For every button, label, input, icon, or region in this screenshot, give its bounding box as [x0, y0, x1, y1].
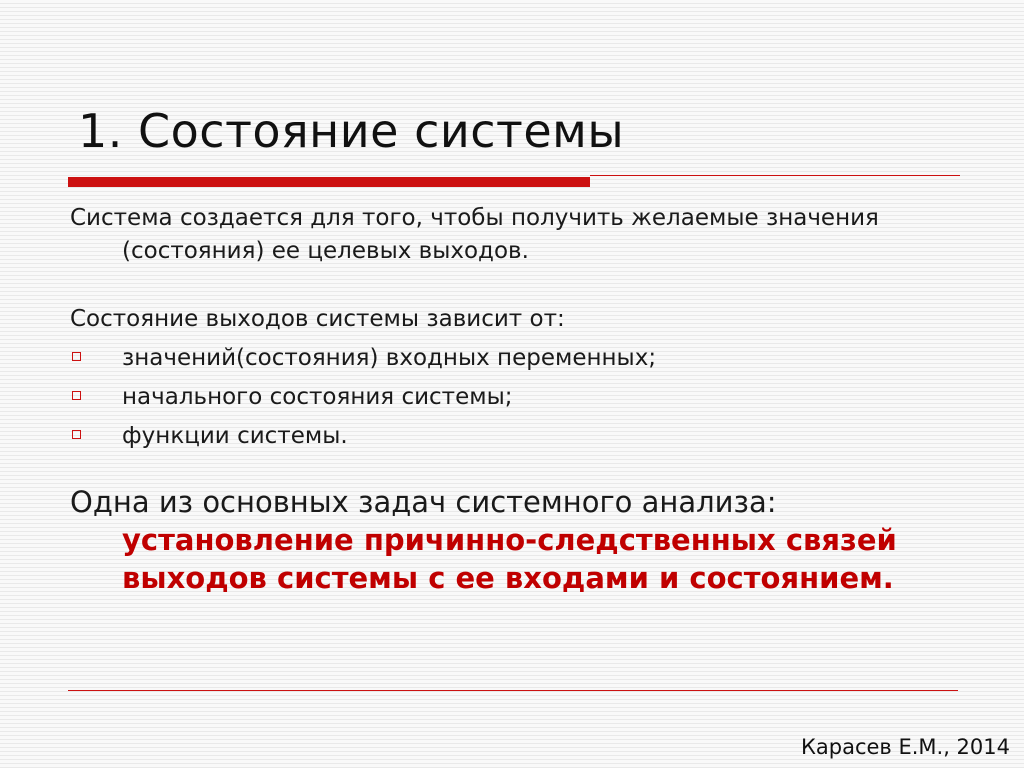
title-underline-thin	[590, 175, 960, 176]
square-bullet-icon	[72, 352, 81, 361]
slide-content	[70, 202, 970, 626]
paragraph-output-dependency: Состояние выходов системы зависит от:	[70, 306, 565, 332]
title-underline-thick	[68, 177, 590, 187]
paragraph-system-purpose: Система создается для того, чтобы получить желаемые значения (состояния) ее целевых выходов.	[70, 205, 879, 264]
list-item-text: значений(состояния) входных переменных;	[122, 345, 657, 371]
list-item	[70, 342, 970, 375]
square-bullet-icon	[72, 391, 81, 400]
key-task-paragraph	[70, 483, 970, 597]
key-task-highlight: установление причинно-следственных связей выходов системы с ее входами и состоянием.	[122, 523, 897, 595]
slide-title: 1. Состояние системы	[78, 104, 625, 158]
dependency-list	[70, 342, 970, 453]
list-item	[70, 381, 970, 414]
square-bullet-icon	[72, 430, 81, 439]
key-task-intro: Одна из основных задач системного анализа:	[70, 485, 777, 519]
footer-divider	[68, 690, 958, 691]
list-item	[70, 420, 970, 453]
list-item-text: начального состояния системы;	[122, 384, 513, 410]
list-item-text: функции системы.	[122, 423, 348, 449]
author-credit: Карасев Е.М., 2014	[800, 735, 1010, 759]
